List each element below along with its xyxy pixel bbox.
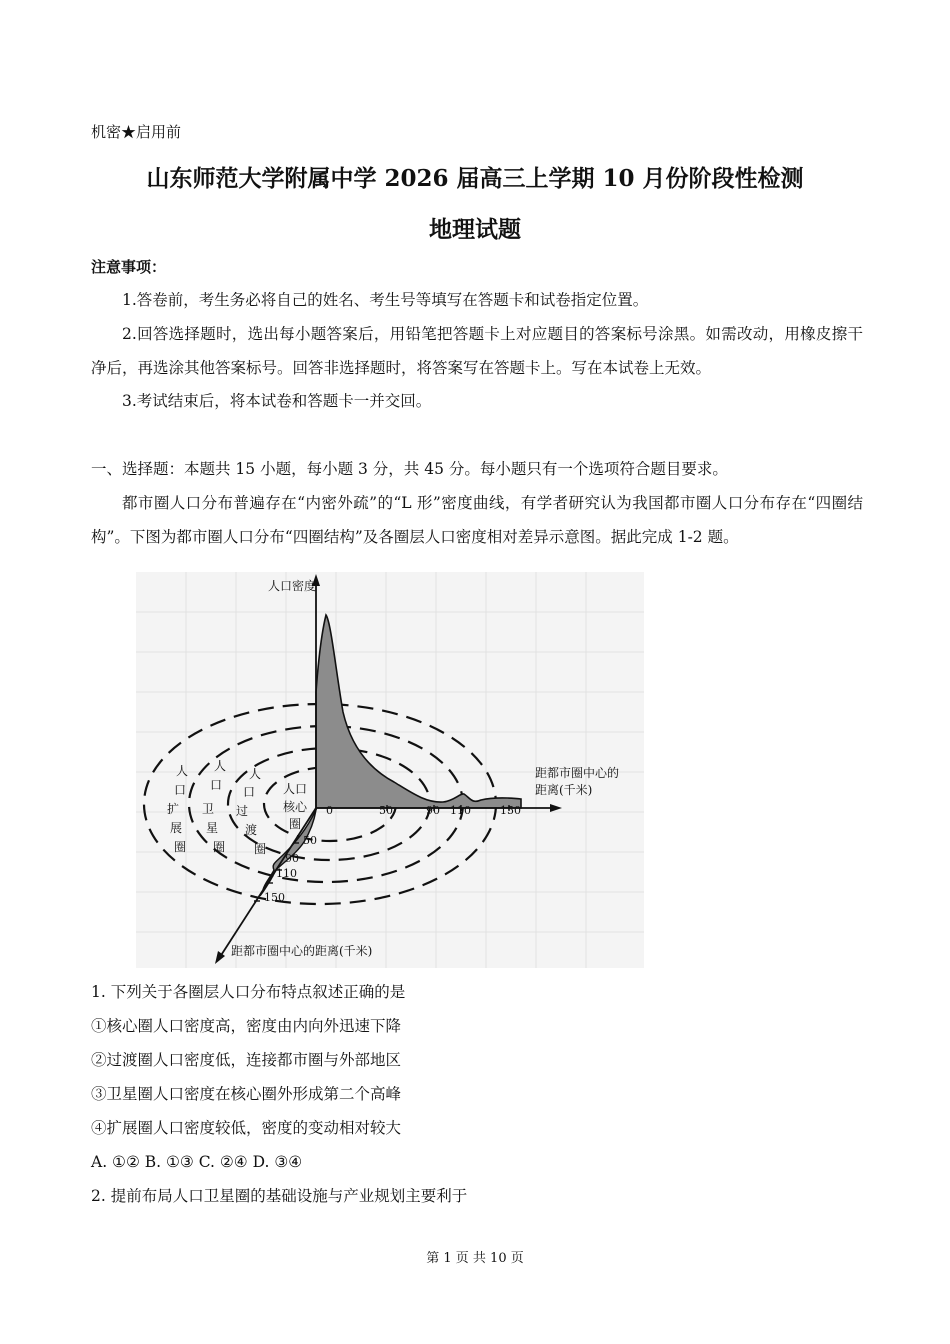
confidential-mark: 机密★启用前 <box>91 123 182 141</box>
question-1-option-1: ①核心圈人口密度高，密度由内向外迅速下降 <box>91 1017 402 1035</box>
ring-label-expansion-1: 人 <box>176 764 189 778</box>
question-2: 2. 提前布局人口卫星圈的基础设施与产业规划主要利于 <box>91 1187 468 1205</box>
x-tick-110: 110 <box>450 804 471 817</box>
ring-label-transition-5: 圈 <box>254 842 267 856</box>
ring-label-transition-2: 口 <box>243 785 256 799</box>
exam-subject: 地理试题 <box>429 216 521 243</box>
ring-label-core-1: 人口 <box>283 782 308 796</box>
ring-label-satellite-3: 卫 <box>202 802 215 816</box>
ring-label-satellite-5: 圈 <box>213 840 226 854</box>
x-axis-label-line1: 距都市圈中心的 <box>535 766 620 780</box>
ring-label-expansion-4: 展 <box>170 821 183 835</box>
depth-tick-150: 150 <box>264 891 285 904</box>
ring-label-core-3: 圈 <box>289 817 302 831</box>
question-1-option-4: ④扩展圈人口密度较低，密度的变动相对较大 <box>91 1119 402 1137</box>
ring-label-expansion-2: 口 <box>174 783 187 797</box>
population-density-figure <box>136 572 644 968</box>
depth-tick-110: 110 <box>276 867 297 880</box>
notice-item-3: 3.考试结束后，将本试卷和答题卡一并交回。 <box>122 392 432 410</box>
exam-title: 山东师范大学附属中学 2026 届高三上学期 10 月份阶段性检测 <box>146 165 804 192</box>
question-intro: 都市圈人口分布普遍存在“内密外疏”的“L 形”密度曲线，有学者研究认为我国都市圈人口分布存在“四圈结构”。下图为都市圈人口分布“四圈结构”及各圈层人口密度相对差异示意图。据此完成 1-2 题。 <box>91 494 863 546</box>
ring-label-expansion-3: 扩 <box>167 802 180 816</box>
depth-tick-50: 50 <box>303 834 317 847</box>
question-1-option-2: ②过渡圈人口密度低，连接都市圈与外部地区 <box>91 1051 402 1069</box>
ring-label-satellite-4: 星 <box>206 821 219 835</box>
notice-item-2: 2.回答选择题时，选出每小题答案后，用铅笔把答题卡上对应题目的答案标号涂黑。如需改动，用橡皮擦干净后，再选涂其他答案标号。回答非选择题时，将答案写在答题卡上。写在本试卷上无效。 <box>91 325 863 377</box>
y-axis-label: 人口密度 <box>268 579 317 593</box>
ring-label-transition-3: 过 <box>236 804 249 818</box>
x-tick-50: 50 <box>379 804 393 817</box>
ring-label-core-2: 核心 <box>283 800 308 814</box>
section-heading: 一、选择题：本题共 15 小题，每小题 3 分，共 45 分。每小题只有一个选项符合题目要求。 <box>91 460 728 478</box>
x-tick-150: 150 <box>500 804 521 817</box>
page-footer: 第 1 页 共 10 页 <box>426 1251 524 1266</box>
depth-tick-90: 90 <box>285 852 299 865</box>
question-1-answers: A. ①② B. ①③ C. ②④ D. ③④ <box>91 1153 303 1171</box>
ring-label-satellite-2: 口 <box>210 778 223 792</box>
x-axis-label-line2: 距离(千米) <box>535 783 593 797</box>
x-tick-0: 0 <box>326 804 333 817</box>
ring-label-transition-4: 渡 <box>245 823 258 837</box>
ring-label-expansion-5: 圈 <box>174 840 187 854</box>
question-1: 1. 下列关于各圈层人口分布特点叙述正确的是 <box>91 983 406 1001</box>
depth-axis-label: 距都市圈中心的距离(千米) <box>231 944 373 958</box>
notice-item-1: 1.答卷前，考生务必将自己的姓名、考生号等填写在答题卡和试卷指定位置。 <box>122 291 649 309</box>
ring-label-satellite-1: 人 <box>214 759 227 773</box>
ring-label-transition-1: 人 <box>249 767 262 781</box>
question-1-option-3: ③卫星圈人口密度在核心圈外形成第二个高峰 <box>91 1085 402 1103</box>
x-tick-90: 90 <box>426 804 440 817</box>
notice-heading: 注意事项： <box>91 258 167 276</box>
